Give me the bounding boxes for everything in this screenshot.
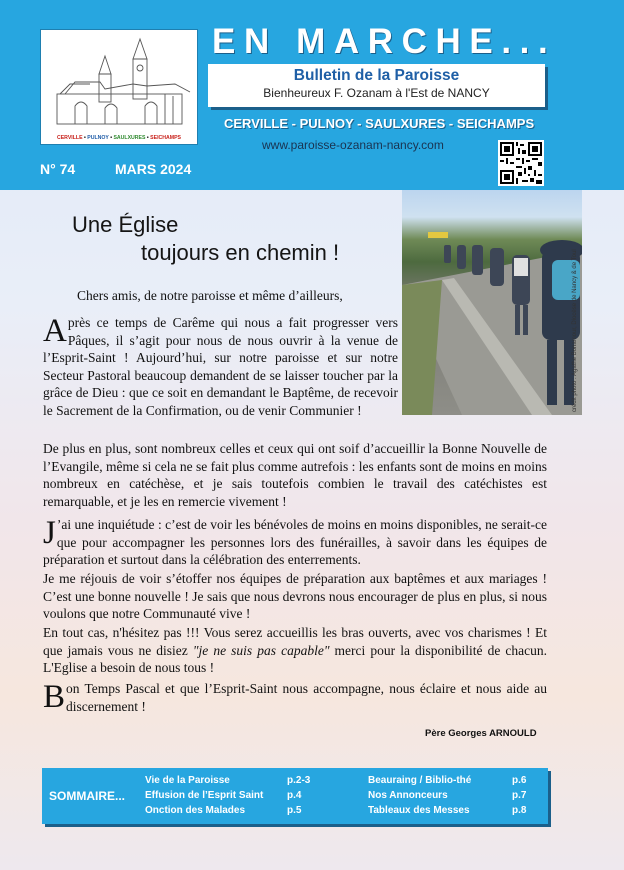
toc-item-page: p.4	[287, 790, 302, 801]
article-title-line1: Une Église	[72, 212, 179, 237]
toc-item-title[interactable]: Tableaux des Messes	[368, 805, 470, 816]
table-of-contents	[42, 768, 548, 824]
photo-credit: crédit photo : Agathe Bonamour, Diocèse de Nancy & de Toul	[572, 249, 578, 412]
issue-date: MARS 2024	[115, 161, 192, 177]
pilgrimage-photo	[402, 190, 582, 415]
paragraph-4: Je me réjouis de voir s’étoffer nos équipes de préparation aux baptêmes et aux mariages ! C’est une bonne nouvelle ! Je sais que nous devrons nous encourager de plus en plus, si nous voulons que notre Communauté vive !	[43, 571, 547, 621]
issue-number: N° 74	[40, 161, 76, 177]
bulletin-box	[208, 64, 545, 107]
sommaire-label: SOMMAIRE...	[49, 789, 126, 803]
toc-item-title[interactable]: Beauraing / Biblio-thé	[368, 775, 472, 786]
toc-item-title[interactable]: Nos Annonceurs	[368, 790, 448, 801]
towns-list: CERVILLE - PULNOY - SAULXURES - SEICHAMPS	[224, 116, 535, 131]
greeting: Chers amis, de notre paroisse et même d’ailleurs,	[77, 288, 343, 303]
signature: Père Georges ARNOULD	[425, 728, 537, 739]
website-link[interactable]: www.paroisse-ozanam-nancy.com	[262, 138, 444, 152]
toc-item-page: p.8	[512, 805, 527, 816]
drop-cap: A	[43, 313, 67, 349]
header-banner	[0, 0, 624, 190]
drop-cap: J	[43, 515, 56, 551]
toc-item-title[interactable]: Effusion de l’Esprit Saint	[145, 790, 264, 801]
toc-item-title[interactable]: Vie de la Paroisse	[145, 775, 230, 786]
parish-logo	[40, 29, 198, 145]
toc-item-title[interactable]: Onction des Malades	[145, 805, 246, 816]
masthead-title: EN MARCHE...	[212, 22, 557, 61]
article-title-line2: toujours en chemin !	[141, 240, 340, 265]
church-drawing-icon	[45, 34, 195, 130]
bulletin-title: Bulletin de la Paroisse	[293, 67, 460, 84]
toc-item-page: p.7	[512, 790, 527, 801]
logo-caption: CERVILLE • PULNOY • SAULXURES • SEICHAMPS	[56, 135, 182, 141]
paragraph-1: Après ce temps de Carême qui nous a fait progresser vers Pâques, il s’agit pour nous de nous ouvrir à la venue de l’Esprit-Saint ! Aujourd’hui, sur notre paroisse et sur notre Secteur Pastoral beaucoup demandent de se laisser toucher par la grâce de Dieu : que ce soit en demandant le Baptême, de recevoir le Sacrement de la Confirmation, ou de venir Communier !	[43, 313, 398, 418]
qr-code-icon[interactable]	[498, 140, 544, 186]
bulletin-subtitle: Bienheureux F. Ozanam à l'Est de NANCY	[263, 86, 490, 100]
paragraph-2: De plus en plus, sont nombreux celles et ceux qui ont soif d’accueillir la Bonne Nouvelle de l’Evangile, même si cela ne se fait plus comme autrefois : les enfants sont de moins en moins nombreux en catéchèse, et je sais toutefois combien le travail des catéchistes est remarquable, et je les en remercie vivement !	[43, 441, 547, 509]
paragraph-5: En tout cas, n'hésitez pas !!! Vous serez accueillis les bras ouverts, avec vos charismes ! Et que jamais vous ne disiez "je ne suis pas capable" merci pour la disponibilité de chacun. L'Eglise a besoin de nous tous !	[43, 625, 548, 675]
paragraph-3: J ’ai une inquiétude : c’est de voir les bénévoles de moins en moins disponibles, ne serait-ce que pour accompagner les personnes lors des funérailles, à savoir dans les équipes de préparation et surtout dans la célébration des enterrements.	[43, 515, 547, 567]
toc-item-page: p.6	[512, 775, 527, 786]
toc-item-page: p.2-3	[287, 775, 311, 786]
drop-cap: B	[43, 679, 66, 715]
toc-item-page: p.5	[287, 805, 302, 816]
quote: "je ne suis pas capable"	[192, 642, 330, 658]
paragraph-6: Bon Temps Pascal et que l’Esprit-Saint nous accompagne, nous éclaire et nous aide au discernement !	[43, 679, 547, 715]
